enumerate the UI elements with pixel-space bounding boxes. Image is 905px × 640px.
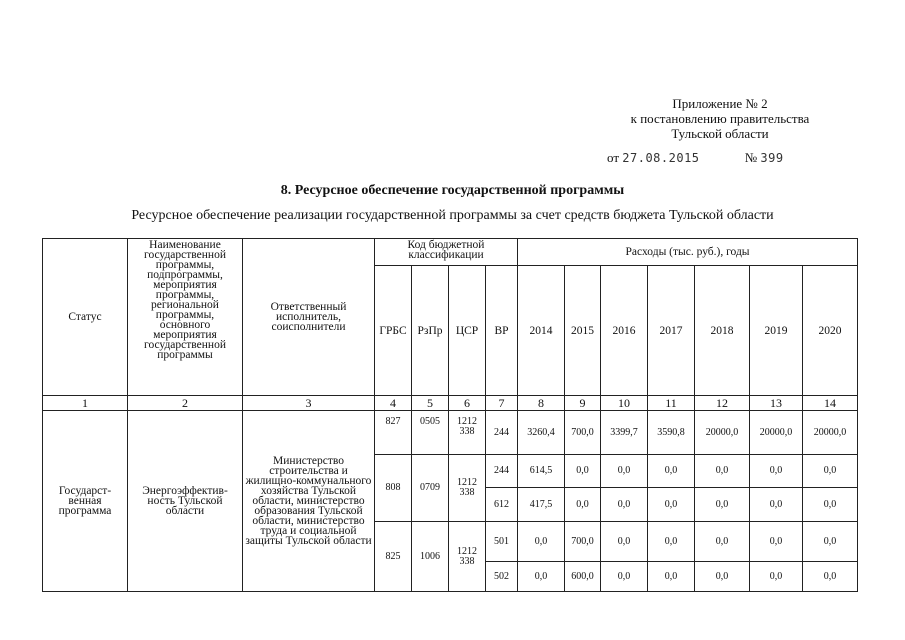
- column-number: 8: [518, 396, 565, 411]
- header-year: 2017: [648, 266, 695, 396]
- value-cell: 614,5: [518, 455, 565, 488]
- column-number-row: [43, 396, 858, 411]
- header-year: 2015: [565, 266, 601, 396]
- value-cell: 0,0: [695, 562, 750, 592]
- program-name-cell: Энергоэффектив-ность Тульской области: [128, 411, 243, 592]
- value-cell: 0,0: [518, 522, 565, 562]
- column-number: 11: [648, 396, 695, 411]
- value-cell: 0,0: [648, 455, 695, 488]
- value-cell: 0,0: [648, 522, 695, 562]
- column-number: 4: [375, 396, 412, 411]
- column-number: 10: [601, 396, 648, 411]
- value-cell: 700,0: [565, 411, 601, 455]
- section-title: 8. Ресурсное обеспечение государственной программы: [280, 183, 625, 198]
- value-cell: 0,0: [695, 488, 750, 522]
- value-cell: 0,0: [565, 455, 601, 488]
- column-number: 9: [565, 396, 601, 411]
- rzpr-cell: 0505: [412, 411, 449, 455]
- csr-cell: 1212 338: [449, 455, 486, 522]
- value-cell: 0,0: [750, 562, 803, 592]
- value-cell: 0,0: [648, 488, 695, 522]
- appendix-header: [560, 96, 880, 141]
- value-cell: 20000,0: [750, 411, 803, 455]
- header-year: 2014: [518, 266, 565, 396]
- header-code-grbs: ГРБС: [375, 266, 412, 396]
- rzpr-cell: 0709: [412, 455, 449, 522]
- value-cell: 3590,8: [648, 411, 695, 455]
- value-cell: 0,0: [750, 522, 803, 562]
- column-number: 3: [243, 396, 375, 411]
- value-cell: 0,0: [750, 455, 803, 488]
- order-date: 27.08.2015: [622, 151, 700, 165]
- value-cell: 0,0: [601, 488, 648, 522]
- vr-cell: 244: [486, 455, 518, 488]
- column-number: 14: [803, 396, 858, 411]
- header-executor: Ответственный исполнитель, соисполнители: [243, 239, 375, 396]
- column-number: 12: [695, 396, 750, 411]
- column-number: 1: [43, 396, 128, 411]
- column-number: 2: [128, 396, 243, 411]
- column-number: 7: [486, 396, 518, 411]
- value-cell: 0,0: [695, 455, 750, 488]
- column-number: 5: [412, 396, 449, 411]
- value-cell: 600,0: [565, 562, 601, 592]
- header-year: 2016: [601, 266, 648, 396]
- value-cell: 0,0: [601, 562, 648, 592]
- value-cell: 0,0: [695, 522, 750, 562]
- column-number: 13: [750, 396, 803, 411]
- value-cell: 3260,4: [518, 411, 565, 455]
- status-cell: Государст-венная программа: [43, 411, 128, 592]
- rzpr-cell: 1006: [412, 522, 449, 592]
- grbs-cell: 825: [375, 522, 412, 592]
- column-number: 6: [449, 396, 486, 411]
- number-label: №: [744, 150, 758, 165]
- value-cell: 20000,0: [803, 411, 858, 455]
- header-code-csr: ЦСР: [449, 266, 486, 396]
- value-cell: 0,0: [803, 488, 858, 522]
- header-status: Статус: [43, 239, 128, 396]
- value-cell: 0,0: [601, 455, 648, 488]
- value-cell: 3399,7: [601, 411, 648, 455]
- value-cell: 417,5: [518, 488, 565, 522]
- header-expenses-group: Расходы (тыс. руб.), годы: [518, 239, 858, 266]
- table-row: [43, 411, 858, 455]
- vr-cell: 244: [486, 411, 518, 455]
- value-cell: 700,0: [565, 522, 601, 562]
- appendix-line: к постановлению правительства: [630, 111, 810, 126]
- value-cell: 20000,0: [695, 411, 750, 455]
- table-subtitle: Ресурсное обеспечение реализации государственной программы за счет средств бюджета Тульской области: [131, 208, 774, 223]
- resource-table: [42, 238, 858, 592]
- header-program-name: Наименование государственной программы, подпрограммы, мероприятия программы, региональной программы, основного мероприятия государственной программы: [128, 239, 243, 396]
- appendix-line: Тульской области: [671, 126, 769, 141]
- grbs-cell: 808: [375, 455, 412, 522]
- grbs-cell: 827: [375, 411, 412, 455]
- appendix-line: Приложение № 2: [672, 96, 768, 111]
- date-prefix: от: [607, 150, 620, 165]
- value-cell: 0,0: [565, 488, 601, 522]
- csr-cell: 1212 338: [449, 411, 486, 455]
- header-code-vr: ВР: [486, 266, 518, 396]
- header-code-rzpr: РзПр: [412, 266, 449, 396]
- value-cell: 0,0: [518, 562, 565, 592]
- header-year: 2018: [695, 266, 750, 396]
- vr-cell: 501: [486, 522, 518, 562]
- header-code-group: Код бюджетной классификации: [375, 239, 518, 266]
- order-number: 399: [760, 151, 784, 165]
- value-cell: 0,0: [803, 522, 858, 562]
- value-cell: 0,0: [601, 522, 648, 562]
- value-cell: 0,0: [803, 562, 858, 592]
- header-year: 2019: [750, 266, 803, 396]
- value-cell: 0,0: [648, 562, 695, 592]
- vr-cell: 612: [486, 488, 518, 522]
- value-cell: 0,0: [803, 455, 858, 488]
- executor-cell: Министерство строительства и жилищно-коммунального хозяйства Тульской области, министерство образования Тульской области, министерство труда и социальной защиты Тульской области: [243, 411, 375, 592]
- value-cell: 0,0: [750, 488, 803, 522]
- order-date-number: [607, 150, 784, 166]
- csr-cell: 1212 338: [449, 522, 486, 592]
- header-year: 2020: [803, 266, 858, 396]
- vr-cell: 502: [486, 562, 518, 592]
